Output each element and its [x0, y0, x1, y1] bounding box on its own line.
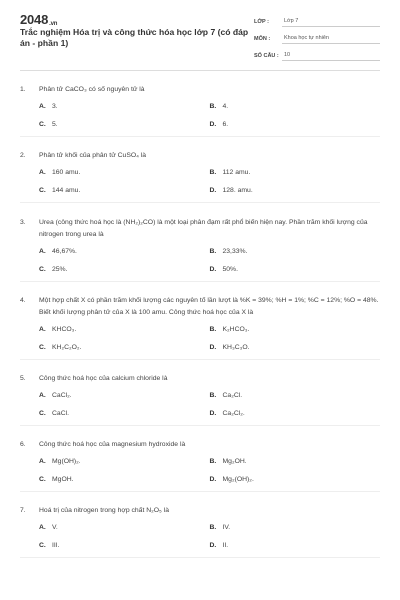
question-head [20, 295, 380, 319]
answer-options [39, 392, 380, 417]
option-text: Mg₂OH. [222, 458, 247, 465]
answer-options [39, 458, 380, 483]
answer-option[interactable] [39, 542, 210, 549]
option-text: III. [52, 542, 60, 549]
meta-key: LỚP : [254, 19, 269, 25]
question-item [20, 203, 380, 282]
answer-option[interactable] [39, 326, 210, 333]
option-letter: A. [39, 524, 46, 531]
option-letter: B. [209, 248, 217, 255]
question-number: 3. [20, 219, 26, 226]
answer-option[interactable] [210, 248, 381, 255]
option-text: 50%. [222, 266, 238, 273]
option-text: 4. [222, 103, 229, 110]
options-row [39, 392, 380, 399]
meta-value: 10 [282, 52, 380, 61]
answer-option[interactable] [210, 344, 381, 351]
answer-option[interactable] [210, 542, 381, 549]
meta-row-grade [254, 12, 380, 27]
option-text: KHCO₃. [52, 326, 77, 333]
meta-key: MÔN : [254, 36, 271, 42]
question-item [20, 492, 380, 558]
option-text: 23,33%. [222, 248, 248, 255]
meta-key: SỐ CÂU : [254, 53, 279, 59]
meta-value: Lớp 7 [282, 18, 380, 27]
site-logo[interactable] [20, 12, 57, 27]
option-text: MgOH. [52, 476, 74, 483]
question-item [20, 360, 380, 426]
question-text: Một hợp chất X có phần trăm khối lượng các nguyên tố lần lượt là %K = 39%; %H = 1%; %C = 12%; %O = 48%. Biết khối lượng phân tử của X là 100 amu. Công thức hoá học của X là [39, 297, 379, 316]
question-list [0, 76, 400, 558]
question-text: Hoá trị của nitrogen trong hợp chất N₂O₅ là [39, 507, 169, 514]
option-text: Ca₂Cl. [222, 392, 243, 399]
meta-row-subject [254, 29, 380, 44]
answer-options [39, 248, 380, 273]
answer-option[interactable] [39, 187, 210, 194]
answer-option[interactable] [39, 169, 210, 176]
option-letter: A. [39, 458, 46, 465]
answer-option[interactable] [39, 248, 210, 255]
option-letter: D. [209, 542, 217, 549]
answer-option[interactable] [210, 392, 381, 399]
question-number: 4. [20, 297, 26, 304]
logo-text: 2048 [20, 12, 49, 27]
option-text: 112 amu. [222, 169, 251, 176]
options-row [39, 187, 380, 194]
options-row [39, 169, 380, 176]
option-letter: D. [209, 344, 217, 351]
option-letter: D. [209, 266, 217, 273]
question-item [20, 137, 380, 203]
option-text: 144 amu. [52, 187, 81, 194]
options-row [39, 248, 380, 255]
question-divider [20, 557, 380, 558]
answer-option[interactable] [39, 524, 210, 531]
option-letter: B. [209, 524, 217, 531]
question-number: 6. [20, 441, 26, 448]
option-letter: A. [39, 169, 46, 176]
option-text: Mg₂(OH)₂. [222, 476, 254, 483]
option-text: 25%. [52, 266, 68, 273]
option-text: KH₃C₃O. [222, 344, 250, 351]
question-head [20, 373, 380, 385]
answer-option[interactable] [39, 266, 210, 273]
answer-option[interactable] [39, 344, 210, 351]
option-text: 6. [222, 121, 229, 128]
question-text: Phân tử khối của phân tử CuSO₄ là [39, 152, 147, 159]
option-letter: C. [39, 344, 46, 351]
question-item [20, 76, 380, 137]
question-head [20, 439, 380, 451]
question-number: 1. [20, 86, 26, 93]
options-row [39, 458, 380, 465]
option-letter: B. [209, 458, 217, 465]
question-item [20, 282, 380, 360]
option-text: 46,67%. [52, 248, 77, 255]
answer-option[interactable] [210, 326, 381, 333]
option-letter: C. [39, 410, 46, 417]
answer-option[interactable] [210, 458, 381, 465]
option-letter: D. [209, 476, 217, 483]
options-row [39, 103, 380, 110]
option-text: KH₂C₂O₂. [52, 344, 82, 351]
option-text: 3. [52, 103, 58, 110]
question-head [20, 505, 380, 517]
option-letter: D. [209, 121, 217, 128]
option-letter: A. [39, 326, 46, 333]
question-number: 7. [20, 507, 26, 514]
logo-suffix: .vn [49, 21, 58, 27]
option-letter: A. [39, 103, 46, 110]
option-letter: C. [39, 266, 46, 273]
answer-option[interactable] [210, 266, 381, 273]
option-letter: B. [209, 103, 217, 110]
answer-option[interactable] [210, 410, 381, 417]
question-head [20, 150, 380, 162]
option-text: Ca₂Cl₂. [222, 410, 245, 417]
option-letter: A. [39, 392, 46, 399]
answer-option[interactable] [210, 524, 381, 531]
option-letter: C. [39, 121, 46, 128]
option-text: CaCl₂. [52, 392, 72, 399]
answer-options [39, 169, 380, 194]
option-text: 160 amu. [52, 169, 81, 176]
options-row [39, 476, 380, 483]
answer-option[interactable] [210, 476, 381, 483]
meta-value: Khoa học tự nhiên [282, 35, 380, 44]
option-text: 128. amu. [222, 187, 253, 194]
question-number: 2. [20, 152, 26, 159]
answer-option[interactable] [39, 392, 210, 399]
answer-option[interactable] [39, 476, 210, 483]
header [0, 0, 400, 62]
option-letter: C. [39, 187, 46, 194]
option-letter: D. [209, 187, 217, 194]
option-text: IV. [222, 524, 231, 531]
question-item [20, 426, 380, 492]
question-text: Urea (công thức hoá học là (NH₂)₂CO) là một loại phân đạm rất phổ biến hiện nay. Phần trăm khối lượng của nitrogen trong urea là [39, 219, 368, 238]
answer-option[interactable] [39, 121, 210, 128]
answer-options [39, 524, 380, 549]
question-text: Công thức hoá học của calcium chloride là [39, 375, 168, 382]
option-text: K₂HCO₃. [222, 326, 250, 333]
options-row [39, 542, 380, 549]
option-text: 5. [52, 121, 58, 128]
option-letter: D. [209, 410, 217, 417]
options-row [39, 326, 380, 333]
answer-option[interactable] [210, 169, 381, 176]
option-letter: B. [209, 326, 217, 333]
page-title: Trắc nghiệm Hóa trị và công thức hóa học lớp 7 (có đáp án - phần 1) [20, 27, 249, 48]
option-letter: C. [39, 476, 46, 483]
question-number: 5. [20, 375, 26, 382]
meta-info [254, 12, 380, 63]
option-letter: B. [209, 392, 217, 399]
header-divider [20, 70, 380, 71]
options-row [39, 410, 380, 417]
answer-options [39, 326, 380, 351]
options-row [39, 524, 380, 531]
option-letter: A. [39, 248, 46, 255]
answer-option[interactable] [210, 121, 381, 128]
option-text: V. [52, 524, 58, 531]
options-row [39, 121, 380, 128]
answer-option[interactable] [39, 458, 210, 465]
answer-option[interactable] [39, 103, 210, 110]
meta-row-count [254, 46, 380, 61]
question-head [20, 217, 380, 241]
option-text: Mg(OH)₂. [52, 458, 81, 465]
question-text: Công thức hoá học của magnesium hydroxide là [39, 441, 186, 448]
question-head [20, 84, 380, 96]
options-row [39, 344, 380, 351]
option-letter: C. [39, 542, 46, 549]
answer-option[interactable] [210, 103, 381, 110]
option-letter: B. [209, 169, 217, 176]
answer-option[interactable] [210, 187, 381, 194]
options-row [39, 266, 380, 273]
answer-options [39, 103, 380, 128]
option-text: II. [222, 542, 229, 549]
answer-option[interactable] [39, 410, 210, 417]
question-text: Phân tử CaCO₃ có số nguyên tử là [39, 86, 145, 93]
option-text: CaCl. [52, 410, 69, 417]
